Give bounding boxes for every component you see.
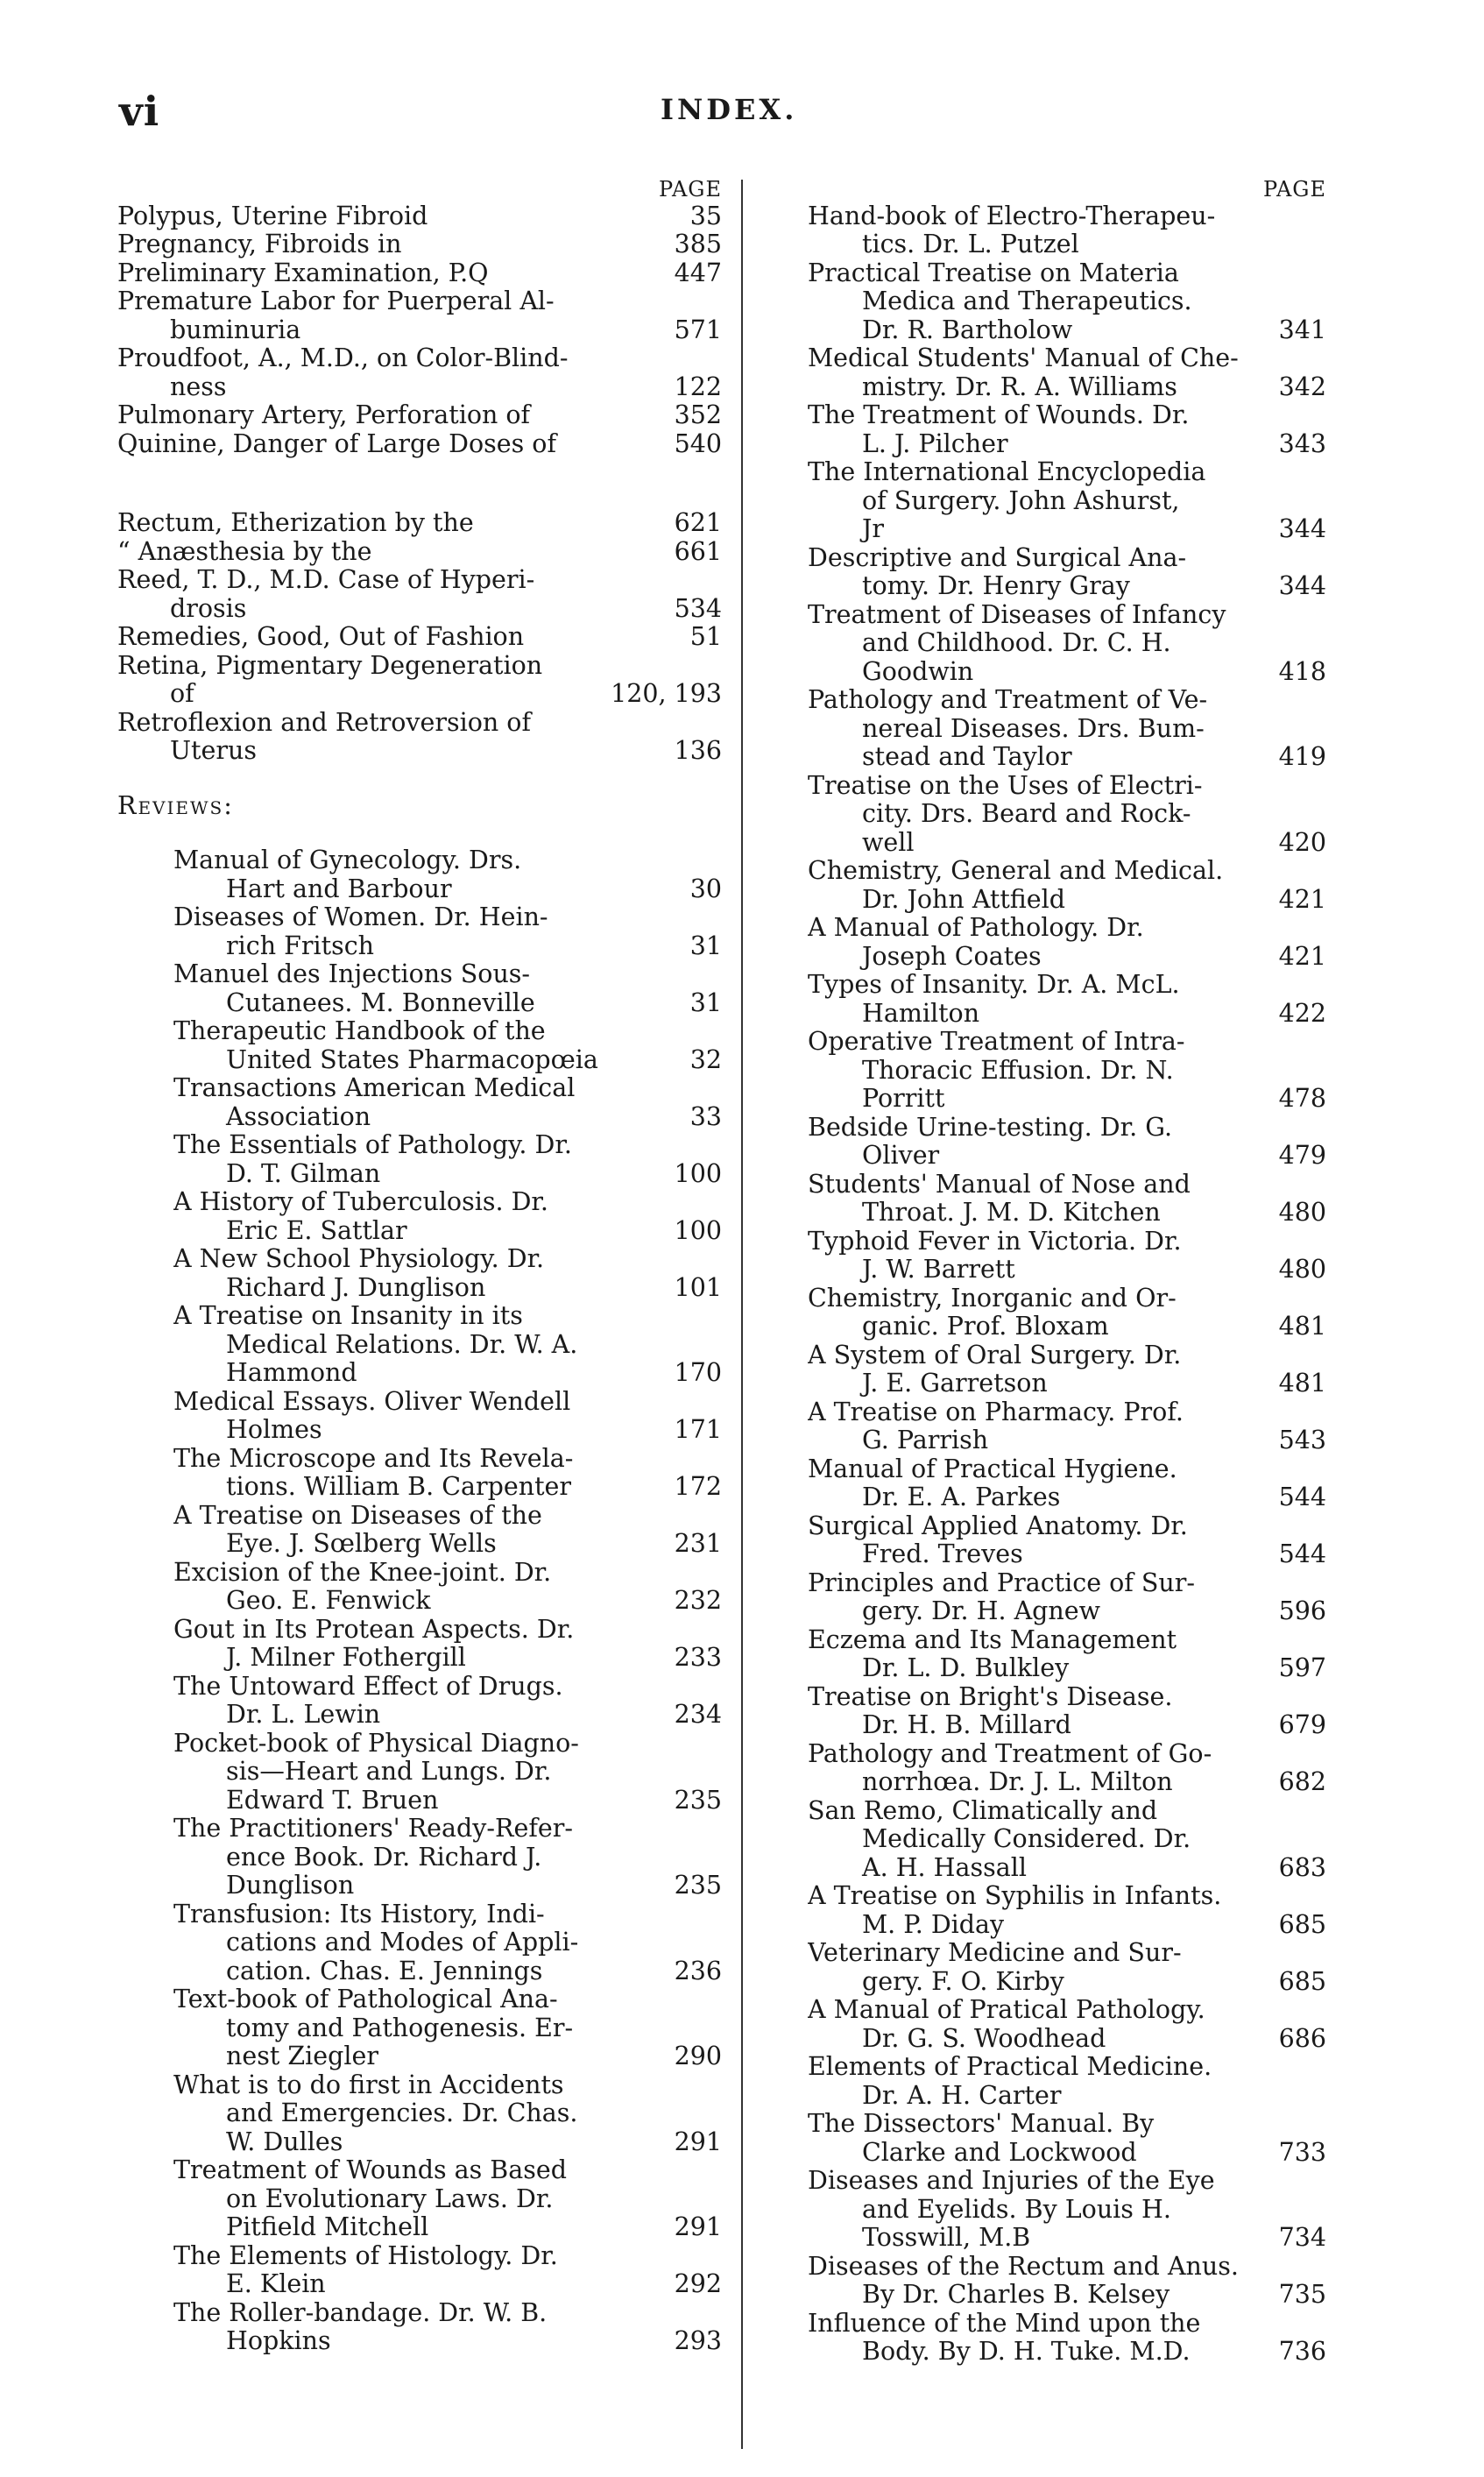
entry-text: Chemistry, General and Medical. [808, 857, 1224, 885]
entry-text: Diseases of Women. Dr. Hein- [173, 903, 548, 931]
entry-text: A Treatise on Syphilis in Infants. [808, 1882, 1222, 1910]
index-entry [808, 1455, 1326, 1512]
entry-text: Hart and Barbour [226, 874, 452, 903]
entry-text: Dr. L. D. Bulkley [862, 1654, 1070, 1682]
index-entry [808, 1028, 1326, 1114]
page-number: 686 [1276, 2025, 1326, 2054]
page-number: 341 [1276, 316, 1326, 345]
entry-text: of [170, 680, 194, 708]
entry-text: cations and Modes of Appli- [226, 1929, 579, 1957]
index-entry [808, 2110, 1326, 2167]
page-number: 571 [672, 316, 722, 345]
entry-text: Hamilton [862, 999, 980, 1028]
index-entry [808, 544, 1326, 601]
index-entry [117, 566, 722, 623]
entry-text: Manuel des Injections Sous- [173, 960, 531, 988]
index-entry [173, 846, 722, 903]
entry-text: and Eyelids. By Louis H. [862, 2195, 1171, 2224]
entry-text: Elements of Practical Medicine. [808, 2053, 1212, 2081]
entry-text: Edward T. Bruen [226, 1786, 439, 1815]
entry-text: Body. By D. H. Tuke. M.D. [862, 2338, 1191, 2366]
page-number: 385 [672, 230, 722, 259]
page-number: 290 [672, 2042, 722, 2071]
page-number: 422 [1276, 1000, 1326, 1029]
page-number: 342 [1276, 373, 1326, 402]
index-entry [808, 458, 1326, 544]
index-entry [173, 2071, 722, 2157]
entry-text: Eye. J. Sœlberg Wells [226, 1530, 497, 1558]
page-number: 35 [688, 202, 722, 231]
page-number: 100 [672, 1160, 722, 1189]
entry-text: buminuria [170, 315, 301, 344]
page-title: INDEX. [661, 93, 798, 126]
entry-text: Medically Considered. Dr. [862, 1825, 1191, 1853]
entry-text: A Treatise on Insanity in its [173, 1302, 523, 1330]
entry-text: Medical Relations. Dr. W. A. [226, 1330, 578, 1359]
entry-text: Influence of the Mind upon the [808, 2309, 1201, 2338]
entry-text: What is to do first in Accidents [173, 2070, 564, 2099]
entry-text: Treatise on Bright's Disease. [808, 1682, 1173, 1711]
entry-text: Dr. L. Lewin [226, 1701, 381, 1729]
entry-text: Thoracic Effusion. Dr. N. [862, 1056, 1174, 1085]
page-number: 544 [1276, 1540, 1326, 1569]
index-entry [808, 344, 1326, 401]
entry-text: Richard J. Dunglison [226, 1273, 486, 1302]
index-entry [173, 1302, 722, 1388]
index-entry [117, 709, 722, 766]
entry-text: A System of Oral Surgery. Dr. [808, 1341, 1182, 1369]
entry-text: rich Fritsch [226, 931, 375, 960]
entry-text: gery. F. O. Kirby [862, 1967, 1064, 1996]
entry-text: The Untoward Effect of Drugs. [173, 1672, 563, 1701]
index-entry [173, 2156, 722, 2242]
index-entry [808, 2253, 1326, 2310]
page-number: 32 [688, 1046, 722, 1075]
index-entry [808, 259, 1326, 345]
entry-text: Porritt [862, 1085, 945, 1113]
page-number: 543 [1276, 1426, 1326, 1455]
entry-text: gery. Dr. H. Agnew [862, 1597, 1101, 1625]
entry-text: Manual of Practical Hygiene. [808, 1454, 1177, 1483]
index-entry [808, 601, 1326, 687]
index-entry [173, 960, 722, 1017]
page-number: 232 [672, 1587, 722, 1616]
entry-text: Treatise on the Uses of Electri- [808, 771, 1203, 800]
entry-text: Treatment of Diseases of Infancy [808, 600, 1226, 629]
reviews-heading: Reviews: [117, 790, 234, 820]
entry-group-p-q [117, 202, 722, 459]
page-number: 101 [672, 1274, 722, 1303]
entry-text: By Dr. Charles B. Kelsey [862, 2281, 1170, 2309]
entry-group-r [117, 509, 722, 766]
page-number: 235 [672, 1872, 722, 1900]
entry-text: A. H. Hassall [862, 1853, 1027, 1882]
index-entry [808, 1114, 1326, 1171]
index-entry [808, 1398, 1326, 1455]
index-entry [117, 287, 722, 344]
page-number: 685 [1276, 1968, 1326, 1997]
entry-text: Pregnancy, Fibroids in [117, 230, 402, 258]
index-entry [173, 1985, 722, 2071]
index-entry [117, 401, 722, 430]
page-number: 344 [1276, 572, 1326, 601]
page-number: 136 [672, 737, 722, 766]
entry-text: D. T. Gilman [226, 1159, 381, 1188]
left-column [117, 173, 722, 2356]
entry-text: Geo. E. Fenwick [226, 1587, 431, 1615]
entry-text: Retina, Pigmentary Degeneration [117, 651, 543, 680]
index-entry [808, 1797, 1326, 1883]
page-number: 30 [688, 875, 722, 904]
entry-text: Medical Students' Manual of Che- [808, 344, 1239, 372]
entry-text: Bedside Urine-testing. Dr. G. [808, 1113, 1173, 1142]
page-number: 291 [672, 2213, 722, 2242]
entry-text: Reed, T. D., M.D. Case of Hyperi- [117, 566, 535, 594]
page-number: 540 [672, 430, 722, 459]
entry-text: Eczema and Its Management [808, 1625, 1177, 1654]
index-entry [173, 1502, 722, 1559]
page-number: 418 [1276, 658, 1326, 687]
entry-text: San Remo, Climatically and [808, 1796, 1158, 1825]
entry-text: Throat. J. M. D. Kitchen [862, 1199, 1161, 1227]
index-entry [117, 538, 722, 567]
entry-text: Tosswill, M.B [862, 2224, 1031, 2252]
entry-text: Dr. John Attfield [862, 885, 1066, 914]
entry-text: Diseases of the Rectum and Anus. [808, 2252, 1239, 2281]
index-entry [808, 914, 1326, 971]
entry-text: Pulmonary Artery, Perforation of [117, 401, 531, 429]
entry-text: The Microscope and Its Revela- [173, 1444, 574, 1473]
entry-text: of Surgery. John Ashurst, [862, 486, 1180, 515]
entry-text: Transfusion: Its History, Indi- [173, 1900, 545, 1929]
entry-text: and Childhood. Dr. C. H. [862, 629, 1171, 657]
page-number: 736 [1276, 2338, 1326, 2367]
entry-text: stead and Taylor [862, 743, 1072, 771]
right-column [808, 173, 1326, 2367]
entry-text: Veterinary Medicine and Sur- [808, 1939, 1182, 1967]
page-number: 596 [1276, 1597, 1326, 1626]
entry-text: Operative Treatment of Intra- [808, 1028, 1185, 1056]
entry-text: well [862, 828, 915, 857]
index-entry [808, 1626, 1326, 1683]
page-number: 291 [672, 2128, 722, 2157]
entry-text: tics. Dr. L. Putzel [862, 230, 1079, 258]
entry-text: Transactions American Medical [173, 1074, 576, 1102]
entry-text: Types of Insanity. Dr. A. McL. [808, 971, 1180, 999]
index-entry [808, 202, 1326, 259]
page-number: 534 [672, 595, 722, 624]
entry-text: ganic. Prof. Bloxam [862, 1313, 1109, 1341]
entry-text: The Dissectors' Manual. By [808, 2110, 1155, 2138]
entry-text: Joseph Coates [862, 942, 1042, 971]
entry-text: Pathology and Treatment of Go- [808, 1739, 1212, 1768]
entry-text: J. E. Garretson [862, 1369, 1048, 1398]
entry-text: Eric E. Sattlar [226, 1216, 407, 1245]
index-entry [117, 259, 722, 288]
page-number: 171 [672, 1416, 722, 1445]
page-number: 120, 193 [608, 680, 722, 709]
entry-text: Dr. R. Bartholow [862, 315, 1073, 344]
page-number: 234 [672, 1701, 722, 1730]
page-number: 172 [672, 1473, 722, 1502]
index-entry [808, 1740, 1326, 1797]
entry-text: Uterus [170, 737, 257, 765]
page-number: 33 [688, 1103, 722, 1132]
entry-text: cation. Chas. E. Jennings [226, 1957, 543, 1985]
page-number: 480 [1276, 1256, 1326, 1285]
index-entry [808, 772, 1326, 858]
entry-text: “ Anæsthesia by the [117, 537, 372, 566]
entry-text: Retroflexion and Retroversion of [117, 708, 532, 737]
entry-text: Chemistry, Inorganic and Or- [808, 1284, 1177, 1313]
entry-text: Manual of Gynecology. Drs. [173, 846, 522, 874]
page-number: 122 [672, 373, 722, 402]
entry-text: G. Parrish [862, 1426, 989, 1454]
page-column-label: PAGE [659, 177, 722, 202]
entry-text: Rectum, Etherization by the [117, 509, 474, 537]
page-number: 292 [672, 2270, 722, 2299]
page-number: 31 [688, 989, 722, 1018]
page-number: 170 [672, 1359, 722, 1388]
index-entry [808, 2167, 1326, 2253]
page-number: 343 [1276, 430, 1326, 459]
entry-text: The Treatment of Wounds. Dr. [808, 401, 1190, 429]
entry-text: Gout in Its Protean Aspects. Dr. [173, 1615, 575, 1644]
entry-text: Quinine, Danger of Large Doses of [117, 429, 557, 458]
entry-text: A Treatise on Diseases of the [173, 1501, 542, 1530]
page-number: 478 [1276, 1085, 1326, 1114]
page-number: 235 [672, 1787, 722, 1815]
page-number: 421 [1276, 886, 1326, 915]
index-entry [173, 1900, 722, 1986]
entry-text: Premature Labor for Puerperal Al- [117, 287, 555, 315]
entry-text: A History of Tuberculosis. Dr. [173, 1188, 548, 1216]
entry-text: W. Dulles [226, 2127, 343, 2156]
page-number: 661 [672, 538, 722, 567]
entry-text: Medica and Therapeutics. [862, 287, 1192, 315]
entry-text: M. P. Diday [862, 1910, 1005, 1939]
entry-text: Hand-book of Electro-Therapeu- [808, 202, 1216, 230]
index-entry [808, 1285, 1326, 1341]
index-entry [117, 202, 722, 231]
reviews-list [117, 846, 722, 2356]
entry-text: Excision of the Knee-joint. Dr. [173, 1558, 552, 1587]
page-number: 621 [672, 509, 722, 538]
index-entry [808, 2053, 1326, 2110]
entry-text: Pocket-book of Physical Diagno- [173, 1729, 579, 1758]
index-entry [808, 1171, 1326, 1228]
index-entry [173, 1445, 722, 1502]
entry-text: Preliminary Examination, P.Q [117, 258, 489, 287]
page-number: 447 [672, 259, 722, 288]
entry-text: Descriptive and Surgical Ana- [808, 543, 1187, 572]
index-entry [173, 2299, 722, 2356]
entry-text: Polypus, Uterine Fibroid [117, 202, 428, 230]
index-entry [173, 1730, 722, 1815]
entry-text: L. J. Pilcher [862, 429, 1008, 458]
index-entry [808, 971, 1326, 1028]
entry-text: Association [226, 1102, 371, 1131]
page-number: 419 [1276, 743, 1326, 772]
entry-text: Dunglison [226, 1872, 355, 1900]
entry-text: Typhoid Fever in Victoria. Dr. [808, 1227, 1182, 1256]
entry-text: J. W. Barrett [862, 1256, 1015, 1284]
entry-text: city. Drs. Beard and Rock- [862, 800, 1191, 828]
index-entry [117, 509, 722, 538]
entry-text: Oliver [862, 1142, 940, 1170]
page-number: 734 [1276, 2224, 1326, 2253]
index-entry [173, 1188, 722, 1245]
index-entry [117, 623, 722, 652]
index-entry [173, 1245, 722, 1302]
entry-text: A Treatise on Pharmacy. Prof. [808, 1398, 1184, 1426]
entry-text: Medical Essays. Oliver Wendell [173, 1387, 571, 1416]
index-entry [808, 1341, 1326, 1398]
page-number: 679 [1276, 1711, 1326, 1740]
entry-text: Text-book of Pathological Ana- [173, 1985, 558, 2013]
index-entry [173, 1074, 722, 1131]
page-number: 100 [672, 1217, 722, 1246]
page-number: 481 [1276, 1369, 1326, 1398]
entry-text: Dr. A. H. Carter [862, 2081, 1062, 2110]
page-folio: vi [119, 88, 160, 135]
entry-text: United States Pharmacopœia [226, 1045, 598, 1074]
index-entry [117, 652, 722, 709]
entry-text: Hopkins [226, 2327, 331, 2355]
entry-text: Dr. E. A. Parkes [862, 1483, 1061, 1511]
index-entry [808, 1228, 1326, 1285]
index-entry [808, 857, 1326, 914]
entry-text: Principles and Practice of Sur- [808, 1568, 1196, 1597]
index-entry [117, 230, 722, 259]
page-number: 420 [1276, 829, 1326, 858]
entry-text: Hammond [226, 1359, 357, 1387]
page-number: 479 [1276, 1142, 1326, 1171]
index-entry [808, 1569, 1326, 1626]
page-number: 481 [1276, 1313, 1326, 1341]
entry-text: The Roller-bandage. Dr. W. B. [173, 2298, 548, 2327]
index-entry [808, 1996, 1326, 2053]
entry-text: mistry. Dr. R. A. Williams [862, 372, 1177, 401]
index-entry [808, 686, 1326, 772]
page-number: 293 [672, 2327, 722, 2356]
entry-text: Pathology and Treatment of Ve- [808, 686, 1208, 714]
entry-text: drosis [170, 594, 247, 623]
entry-text: Diseases and Injuries of the Eye [808, 2167, 1215, 2195]
entry-text: norrhœa. Dr. J. L. Milton [862, 1768, 1173, 1796]
entry-text: The Elements of Histology. Dr. [173, 2241, 558, 2270]
entry-text: on Evolutionary Laws. Dr. [226, 2184, 554, 2213]
page-column-label: PAGE [1263, 177, 1326, 202]
entry-text: ness [170, 372, 227, 401]
entry-text: Goodwin [862, 657, 974, 686]
index-entry [173, 1131, 722, 1188]
page-number: 236 [672, 1957, 722, 1986]
entry-text: tomy and Pathogenesis. Er- [226, 2013, 574, 2042]
index-entry [808, 1939, 1326, 1996]
entry-text: ence Book. Dr. Richard J. [226, 1843, 542, 1872]
entry-text: Clarke and Lockwood [862, 2138, 1137, 2167]
entry-text: J. Milner Fothergill [226, 1644, 466, 1672]
page-number: 685 [1276, 1911, 1326, 1940]
entry-text: Pitfield Mitchell [226, 2213, 429, 2241]
reviews-list-continued [808, 202, 1326, 2367]
page-number: 733 [1276, 2139, 1326, 2168]
index-entry [173, 1616, 722, 1673]
entry-text: Dr. G. S. Woodhead [862, 2024, 1106, 2053]
entry-text: sis—Heart and Lungs. Dr. [226, 1758, 552, 1786]
page-number: 344 [1276, 515, 1326, 544]
entry-text: Dr. H. B. Millard [862, 1711, 1071, 1739]
entry-text: Cutanees. M. Bonneville [226, 988, 535, 1017]
page-number: 352 [672, 401, 722, 430]
index-entry [173, 1559, 722, 1616]
entry-text: A New School Physiology. Dr. [173, 1245, 545, 1273]
page-number: 597 [1276, 1654, 1326, 1683]
entry-text: The International Encyclopedia [808, 458, 1206, 486]
entry-text: tions. William B. Carpenter [226, 1473, 572, 1501]
column-divider [741, 180, 743, 2449]
page-number: 480 [1276, 1199, 1326, 1228]
index-entry [808, 1512, 1326, 1569]
index-entry [173, 1017, 722, 1074]
page-number: 51 [688, 623, 722, 652]
entry-text: nest Ziegler [226, 2042, 378, 2070]
index-entry [117, 344, 722, 401]
page-number: 735 [1276, 2281, 1326, 2310]
page-number: 31 [688, 932, 722, 961]
index-entry [808, 401, 1326, 458]
entry-text: The Practitioners' Ready-Refer- [173, 1815, 573, 1843]
page-number: 421 [1276, 943, 1326, 972]
entry-text: E. Klein [226, 2270, 326, 2298]
entry-text: Practical Treatise on Materia [808, 258, 1179, 287]
entry-text: and Emergencies. Dr. Chas. [226, 2099, 578, 2127]
entry-text: Proudfoot, A., M.D., on Color-Blind- [117, 344, 569, 372]
entry-text: The Essentials of Pathology. Dr. [173, 1131, 572, 1159]
index-entry [173, 1673, 722, 1730]
page-number: 683 [1276, 1854, 1326, 1883]
index-entry [808, 2310, 1326, 2367]
entry-text: Remedies, Good, Out of Fashion [117, 623, 525, 651]
index-entry [173, 903, 722, 960]
page-number: 231 [672, 1530, 722, 1559]
entry-text: Treatment of Wounds as Based [173, 2156, 567, 2184]
index-entry [173, 2242, 722, 2299]
entry-text: Holmes [226, 1416, 322, 1444]
index-entry [808, 1882, 1326, 1939]
entry-text: Fred. Treves [862, 1540, 1023, 1568]
entry-text: tomy. Dr. Henry Gray [862, 572, 1130, 600]
index-entry [117, 430, 722, 459]
entry-text: A Manual of Pratical Pathology. [808, 1996, 1205, 2024]
entry-text: Therapeutic Handbook of the [173, 1017, 546, 1045]
index-entry [173, 1815, 722, 1900]
entry-text: Jr [862, 515, 885, 543]
index-entry [173, 1388, 722, 1445]
entry-text: Students' Manual of Nose and [808, 1170, 1191, 1199]
page-number: 233 [672, 1644, 722, 1673]
index-entry [808, 1683, 1326, 1740]
page-number: 682 [1276, 1768, 1326, 1797]
entry-text: A Manual of Pathology. Dr. [808, 914, 1144, 942]
entry-text: Surgical Applied Anatomy. Dr. [808, 1511, 1188, 1540]
entry-text: nereal Diseases. Drs. Bum- [862, 714, 1205, 743]
page-number: 544 [1276, 1483, 1326, 1512]
